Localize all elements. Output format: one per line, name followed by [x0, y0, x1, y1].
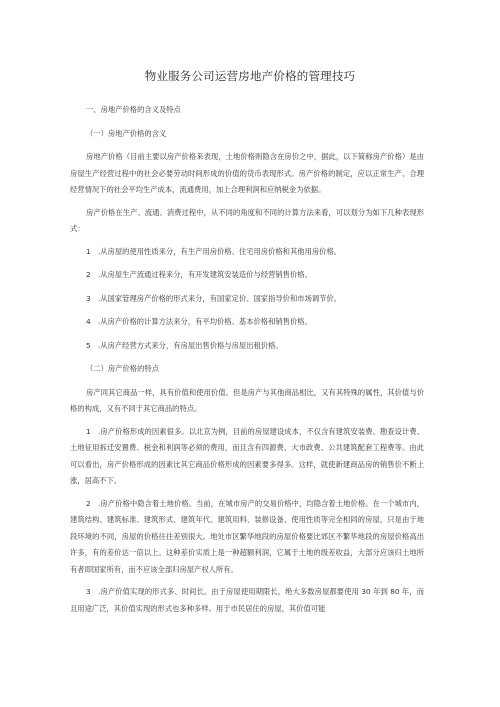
- body-paragraph: 1 .房产价格形成的因素很多。以北京为例，目前的房屋建设成本，不仅含有建筑安装费、勘查设计费、土地征用拆迁安置费、税金和利润等必须的费用，而且含有四源费、大市政费、公共建筑配套工程费等。由此可以看出，房产价格形成的因素比其它商品价格形成的因素要多得多。这样，就使新建商品房的销售价不断上涨，居高不下。: [70, 426, 424, 485]
- subsection-heading: （二）房产价格的特点: [86, 364, 159, 373]
- subsection-heading: （一）房地产价格的含义: [86, 128, 167, 138]
- list-item: 5 .从房产经营方式来分，有房屋出售价格与房屋出租价格。: [86, 340, 283, 350]
- body-paragraph: 房产同其它商品一样，具有价值和使用价值。但是房产与其他商品相比，又有其特殊的属性，其价值与价格的构成，又有不同于其它商品的特点。: [70, 387, 424, 413]
- list-item: 3 .从国家管理房产价格的形式来分，有国家定价、国家指导价和市场调节价。: [86, 293, 342, 303]
- body-paragraph: 房产价格在生产、流通、消费过程中，从不同的角度和不同的计算方法来看，可以划分为如下几种表现形式：: [70, 207, 424, 233]
- list-item: 4 .从房产价格的计算方法来分，有平均价格、基本价格和销售价格。: [86, 317, 312, 326]
- list-item: 1 .从房屋的使用性质来分，有生产用房价格、住宅用房价格和其他用房价格。: [86, 246, 342, 256]
- document-title: 物业服务公司运营房地产价格的管理技巧: [144, 69, 356, 83]
- body-paragraph: 3 .房产价值实现的形式多、时间长。由于房屋使用期限长，绝大多数房屋都要使用 30 年到 80 年，而且用途广泛，其价值实现的形式也多种多样。用于市民居住的房屋，其价值可能: [70, 587, 424, 613]
- section-heading: 一、房地产价格的含义及特点: [86, 105, 181, 114]
- body-paragraph: 2 .房产价格中隐含着土地价格。当前，在城市房产的交易价格中，均隐含着土地价格。在一个城市内，建筑结构、建筑标准、建筑形式、建筑年代、建筑用料、装修设备、使用性质等完全相同的房屋，只是由于地段环境的不同，房屋的价格往往差别很大。地处市区繁华地段的房屋价格要比郊区不繁华地段的房屋价格高出许多，有的差价达一倍以上。这种差价实质上是一种超额利润，它属于土地的级差收益，大部分应该归土地所有者即国家所有，而不应该全部归房屋产权人所有。: [70, 498, 424, 574]
- list-item: 2 .从房屋生产流通过程来分，有开发建筑安装造价与经营销售价格。: [86, 270, 312, 279]
- body-paragraph: 房地产价格（目前主要以房产价格来表现，土地价格则隐含在房价之中，据此，以下简称房产价格）是由房屋生产经营过程中的社会必要劳动时间形成的价值的货币表现形式。房产价格的制定，应以正常生产、合理经营情况下的社会平均生产成本，流通费用，加上合理利润和应纳税金为依据。: [70, 152, 424, 194]
